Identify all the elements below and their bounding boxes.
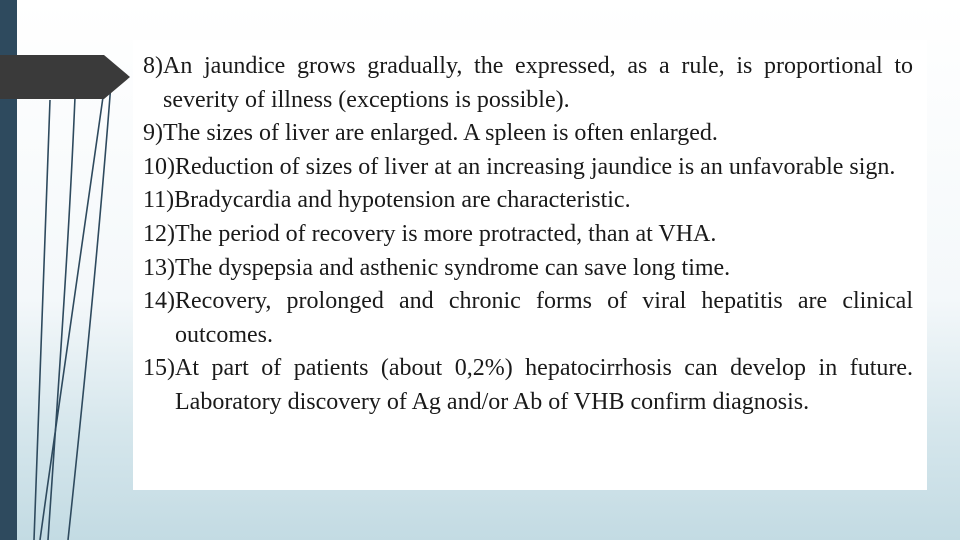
list-item-text: The sizes of liver are enlarged. A spleen is often enlarged. [163,120,718,147]
swoosh-line [68,70,112,540]
list-item-text: Bradycardia and hypotension are characteristic. [174,187,631,214]
list-item [143,252,913,286]
list-item-text: At part of patients (about 0,2%) hepatocirrhosis can develop in future. Laboratory discovery of Ag and/or Ab of VHB confirm diagnosis. [175,355,913,415]
list-item-number: 8) [143,53,163,79]
list-item-number: 11) [143,187,175,214]
list-item-number: 9) [143,120,163,147]
list-item [143,151,913,185]
list-item-text: Reduction of sizes of liver at an increasing jaundice is an unfavorable sign. [175,153,896,180]
list-item-number: 10) [143,153,175,180]
list-item-number: 14) [143,288,175,315]
list-item-text: The dyspepsia and asthenic syndrome can save long time. [175,254,731,281]
numbered-list [143,50,913,420]
list-item [143,285,913,352]
list-item [143,352,913,419]
list-item [143,50,913,117]
arrow-tab-icon [0,55,130,99]
list-item [143,218,913,252]
list-item-number: 12) [143,220,175,247]
list-item-number: 13) [143,254,175,281]
swoosh-line [34,100,50,540]
list-item-text: The period of recovery is more protracted, than at VHA. [175,220,717,247]
swoosh-line [48,72,76,540]
list-item-text: An jaundice grows gradually, the expressed, as a rule, is proportional to severity of illness (exceptions is possible). [163,53,913,113]
content-panel [133,40,927,490]
list-item [143,184,913,218]
list-item-number: 15) [143,355,175,382]
list-item-text: Recovery, prolonged and chronic forms of viral hepatitis are clinical outcomes. [175,288,913,348]
list-item [143,117,913,151]
